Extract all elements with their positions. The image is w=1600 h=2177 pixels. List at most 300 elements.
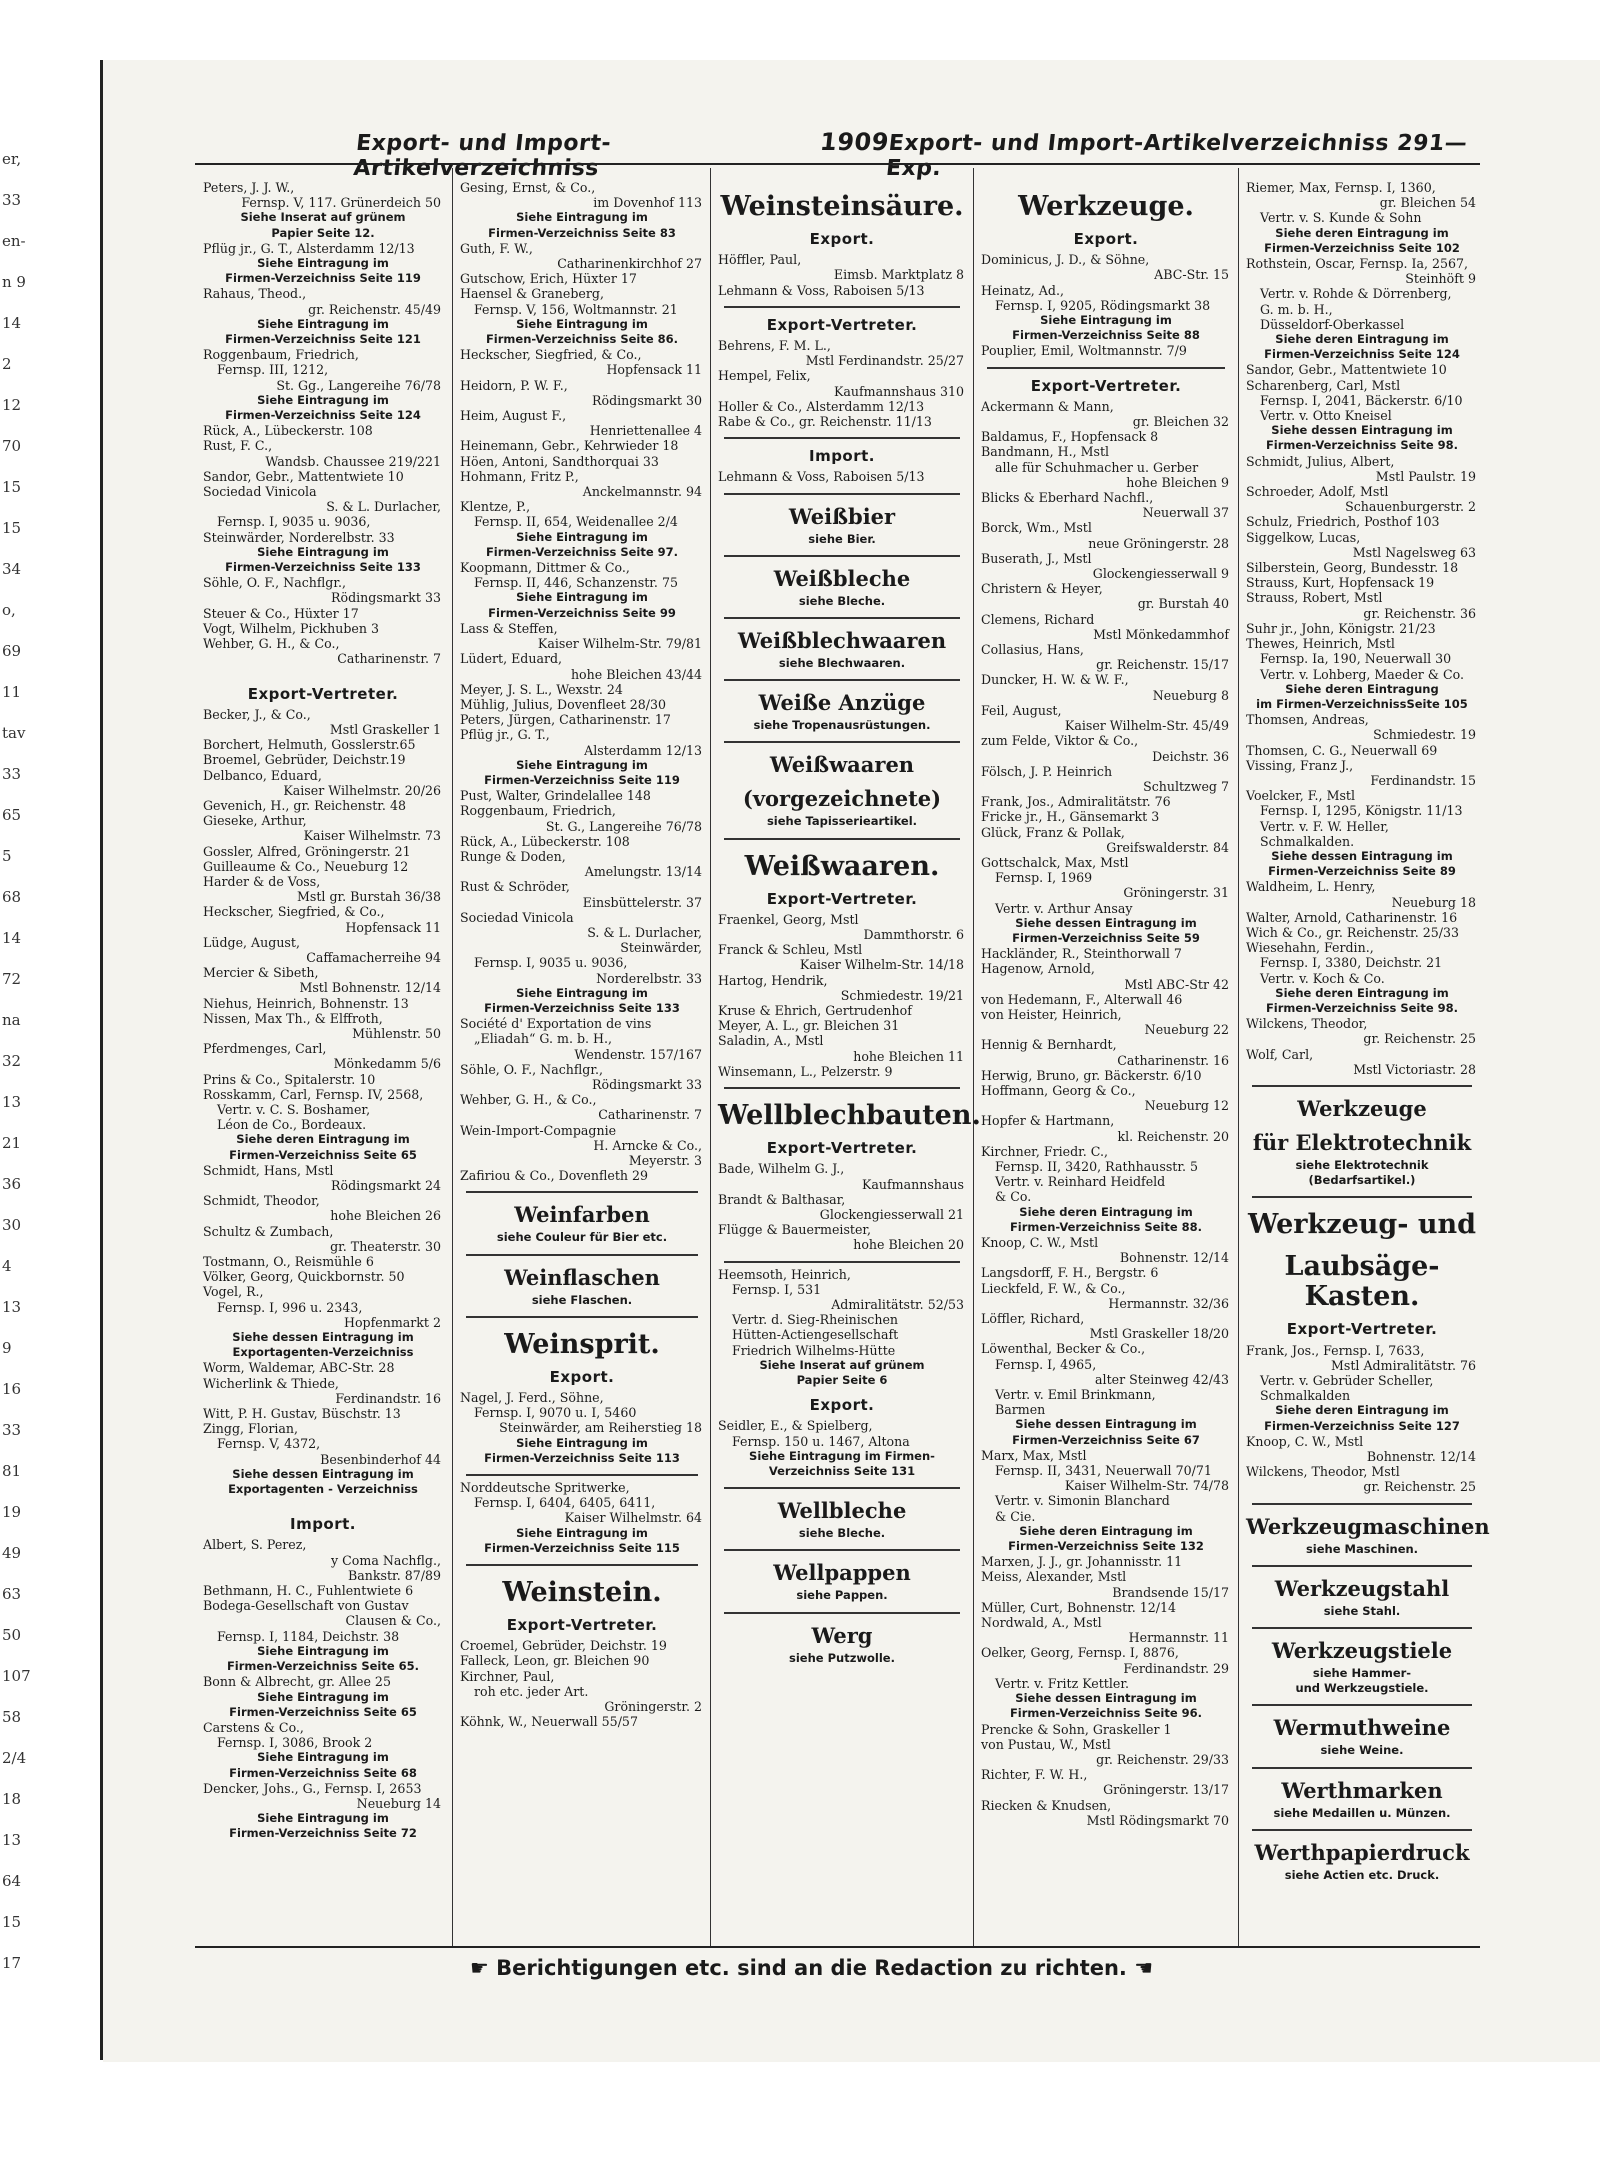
facing-page-fragment: 72 [2, 970, 22, 988]
entry-detail: Fernsp. I, 3086, Brook 2 [217, 1735, 373, 1751]
entry: Gossler, Alfred, Gröningerstr. 21 [203, 843, 411, 859]
entry-detail: Fernsp. I, 1969 [995, 870, 1093, 886]
section-heading: Export-Vertreter. [506, 1616, 658, 1635]
entry: Hartog, Hendrik, [718, 972, 828, 988]
entry-detail: & Co. [995, 1189, 1032, 1205]
entry-detail: Vertr. d. Sieg-Rheinischen [732, 1312, 899, 1328]
entry-note: Siehe dessen Eintragung im [232, 1466, 414, 1481]
entry: Peters, J. J. W., [203, 180, 295, 195]
facing-page-fragment: 13 [2, 1298, 22, 1316]
entry-note: Firmen-Verzeichniss Seite 89 [1268, 864, 1456, 879]
entry-address: gr. Reichenstr. 25 [1363, 1031, 1476, 1047]
article-heading: Weißblechwaaren [737, 628, 947, 654]
entry: Norddeutsche Spritwerke, [460, 1480, 630, 1496]
entry-address: Steinwärder, am Reiherstieg 18 [499, 1420, 702, 1436]
entry-detail: Vertr. v. F. W. Heller, [1260, 818, 1389, 834]
entry: Heinemann, Gebr., Kehrwieder 18 [460, 438, 679, 454]
entry-address: Kaiser Wilhelm-Str. 14/18 [799, 957, 964, 973]
facing-page-fragment: 13 [2, 1093, 22, 1111]
entry-detail: Vertr. v. Koch & Co. [1260, 970, 1385, 986]
entry: Feil, August, [981, 702, 1062, 718]
entry-note: Siehe deren Eintragung im [1275, 985, 1449, 1000]
entry-detail: Fernsp. I, 1184, Deichstr. 38 [217, 1628, 400, 1644]
entry-detail: Fernsp. I, 2041, Bäckerstr. 6/10 [1260, 392, 1463, 408]
entry-note: Firmen-Verzeichniss Seite 86. [485, 332, 679, 347]
entry: Wolf, Carl, [1246, 1046, 1314, 1062]
entry-note: Firmen-Verzeichniss Seite 98. [1265, 1000, 1459, 1015]
entry-address: Kaiser Wilhelm-Str. 45/49 [1064, 718, 1229, 734]
entry-note: Firmen-Verzeichniss Seite 102 [1264, 240, 1460, 255]
facing-page-fragment: 17 [2, 1954, 22, 1972]
facing-page-fragment: 36 [2, 1175, 22, 1193]
entry: Fricke jr., H., Gänsemarkt 3 [981, 809, 1160, 825]
entry-detail: Fernsp. Ia, 190, Neuerwall 30 [1260, 651, 1452, 667]
entry: Gevenich, H., gr. Reichenstr. 48 [203, 797, 406, 813]
entry: Ackermann & Mann, [981, 398, 1114, 414]
facing-page-fragment: 32 [2, 1052, 22, 1070]
section-rule [724, 1549, 960, 1551]
section-heading: Export-Vertreter. [766, 1139, 918, 1158]
entry: Wein-Import-Compagnie [460, 1122, 617, 1138]
entry: Gesing, Ernst, & Co., [460, 180, 596, 195]
section-rule [987, 367, 1225, 369]
running-header [352, 128, 1478, 181]
entry: Worm, Waldemar, ABC-Str. 28 [203, 1360, 395, 1376]
entry-detail: Fernsp. III, 1212, [217, 362, 329, 378]
entry: Walter, Arnold, Catharinenstr. 16 [1246, 909, 1458, 925]
cross-reference: siehe Tapisserieartikel. [766, 814, 918, 829]
section-rule [724, 1487, 960, 1489]
entry: Löwenthal, Becker & Co., [981, 1341, 1146, 1357]
entry: Mühlig, Julius, Dovenfleet 28/30 [460, 696, 667, 712]
entry-note: Firmen-Verzeichniss Seite 133 [225, 560, 421, 575]
entry-detail: Vertr. v. Otto Kneisel [1260, 408, 1392, 424]
entry: Zafiriou & Co., Dovenfleth 29 [460, 1168, 649, 1184]
entry-address: St. Gg., Langereihe 76/78 [276, 377, 441, 393]
entry-address: kl. Reichenstr. 20 [1117, 1128, 1229, 1144]
facing-page-fragment: 64 [2, 1872, 22, 1890]
entry-note: Siehe deren Eintragung im [236, 1132, 410, 1147]
entry: Haensel & Graneberg, [460, 286, 604, 302]
cross-reference: siehe Actien etc. Druck. [1284, 1867, 1440, 1882]
entry-address: hohe Bleichen 20 [853, 1237, 964, 1253]
section-rule [724, 437, 960, 439]
facing-page-fragment: tav [2, 724, 26, 742]
entry-address: Catharinenstr. 16 [1117, 1052, 1229, 1068]
entry-address: Ferdinandstr. 16 [335, 1390, 441, 1406]
entry-detail: Düsseldorf-Oberkassel [1260, 316, 1405, 332]
entry-note: Siehe Eintragung im [257, 1750, 389, 1765]
entry-note: Firmen-Verzeichniss Seite 115 [484, 1540, 680, 1555]
entry-address: Kaiser Wilhelmstr. 73 [303, 828, 441, 844]
facing-page-fragment: 33 [2, 191, 22, 209]
entry-note: Siehe Eintragung im [516, 985, 648, 1000]
entry: Rahaus, Theod., [203, 286, 307, 302]
facing-page-fragment: 65 [2, 806, 22, 824]
entry-detail: Fernsp. I, 9205, Rödingsmarkt 38 [995, 297, 1211, 313]
entry: Prins & Co., Spitalerstr. 10 [203, 1071, 376, 1087]
header-rule [195, 163, 1480, 165]
section-heading: Import. [289, 1515, 357, 1534]
entry-note: Exportagenten-Verzeichniss [232, 1345, 414, 1360]
entry-address: Mstl Victoriastr. 28 [1353, 1061, 1476, 1077]
entry: Hoffmann, Georg & Co., [981, 1082, 1136, 1098]
entry: Hackländer, R., Steinthorwall 7 [981, 946, 1182, 962]
entry-detail: Fernsp. 150 u. 1467, Altona [732, 1433, 910, 1449]
entry-address: Wendenstr. 157/167 [574, 1046, 702, 1062]
entry: Schultz & Zumbach, [203, 1223, 334, 1239]
entry-address: St. G., Langereihe 76/78 [545, 818, 702, 834]
facing-page-fragment: 13 [2, 1831, 22, 1849]
entry-note: Firmen-Verzeichniss Seite 97. [485, 544, 679, 559]
entry: Meyer, A. L., gr. Bleichen 31 [718, 1018, 900, 1034]
article-heading: Weißwaaren [769, 752, 915, 778]
spacer [203, 1497, 443, 1507]
entry: Broemel, Gebrüder, Deichstr.19 [203, 752, 406, 768]
entry-note: Siehe dessen Eintragung im [1271, 423, 1453, 438]
article-heading: Wellpappen [773, 1560, 911, 1586]
entry: Waldheim, L. Henry, [1246, 879, 1376, 895]
entry: Thomsen, C. G., Neuerwall 69 [1246, 742, 1438, 758]
column-5 [1246, 180, 1490, 1883]
entry: Suhr jr., John, Königstr. 21/23 [1246, 620, 1436, 636]
entry-note: Siehe Eintragung im [257, 1643, 389, 1658]
entry: Prencke & Sohn, Graskeller 1 [981, 1721, 1172, 1737]
entry: Vissing, Franz J., [1246, 757, 1354, 773]
entry-detail: Friedrich Wilhelms-Hütte [732, 1342, 896, 1358]
entry: Knoop, C. W., Mstl [981, 1235, 1099, 1250]
entry-address: Bankstr. 87/89 [348, 1567, 441, 1583]
entry-note: Exportagenten - Verzeichniss [228, 1482, 418, 1497]
entry: Winsemann, L., Pelzerstr. 9 [718, 1063, 893, 1079]
entry: Peters, Jürgen, Catharinenstr. 17 [460, 712, 671, 728]
entry-address: Deichstr. 36 [1152, 748, 1229, 764]
entry: Bodega-Gesellschaft von Gustav [203, 1598, 409, 1614]
entry-detail: Fernsp. II, 654, Weidenallee 2/4 [474, 514, 678, 530]
entry-address: Mstl Mönkedammhof [1093, 626, 1229, 642]
entry-note: Firmen-Verzeichniss Seite 59 [1012, 930, 1200, 945]
entry-address: Glockengiesserwall 21 [819, 1206, 964, 1222]
entry-address: Besenbinderhof 44 [320, 1451, 441, 1467]
entry-detail: Fernsp. I, 531 [732, 1281, 822, 1297]
entry: Dencker, Johs., G., Fernsp. I, 2653 [203, 1780, 422, 1796]
entry: Pflüg jr., G. T., [460, 727, 550, 743]
article-heading: Werkzeug- und [1248, 1209, 1476, 1241]
facing-page-fragment: 34 [2, 560, 22, 578]
entry: Rabe & Co., gr. Reichenstr. 11/13 [718, 414, 932, 430]
column-divider [973, 168, 974, 1948]
entry-note: Firmen-Verzeichniss Seite 72 [229, 1826, 417, 1841]
entry-detail: Vertr. v. Simonin Blanchard [995, 1493, 1170, 1509]
entry-address: Clausen & Co., [345, 1613, 441, 1629]
facing-page-fragment: 58 [2, 1708, 22, 1726]
entry: Rust, F. C., [203, 438, 273, 454]
article-heading: für Elektrotechnik [1252, 1129, 1472, 1155]
entry: Schmidt, Julius, Albert, [1246, 453, 1395, 469]
entry-detail: Vertr. v. Gebrüder Scheller, [1260, 1373, 1434, 1388]
facing-page-fragment: 69 [2, 642, 22, 660]
cross-reference: siehe Putzwolle. [789, 1650, 895, 1665]
entry: Löffler, Richard, [981, 1311, 1085, 1327]
entry-detail: G. m. b. H., [1260, 301, 1333, 317]
facing-page-fragment: 70 [2, 437, 22, 455]
column-2 [460, 180, 704, 1729]
entry: Siggelkow, Lucas, [1246, 529, 1361, 545]
cross-reference: siehe Maschinen. [1305, 1541, 1419, 1556]
entry-detail: Schmalkalden. [1260, 833, 1355, 849]
section-heading: Export. [809, 1396, 875, 1415]
entry-note: Siehe Eintragung im [257, 392, 389, 407]
footer-rule [195, 1946, 1480, 1948]
entry: Koopmann, Dittmer & Co., [460, 560, 630, 576]
entry: Nagel, J. Ferd., Söhne, [460, 1390, 604, 1406]
entry-detail: Vertr. v. S. Kunde & Sohn [1260, 210, 1422, 226]
entry-note: Firmen-Verzeichniss Seite 124 [1264, 347, 1460, 362]
column-divider [710, 168, 711, 1948]
entry: Borck, Wm., Mstl [981, 520, 1092, 536]
entry: Meyer, J. S. L., Wexstr. 24 [460, 681, 623, 697]
cross-reference: siehe Elektrotechnik [1295, 1157, 1429, 1172]
facing-page-fragment: 33 [2, 765, 22, 783]
entry: Söhle, O. F., Nachflgr., [460, 1061, 603, 1077]
entry: von Hedemann, F., Alterwall 46 [981, 991, 1183, 1007]
entry: Witt, P. H. Gustav, Büschstr. 13 [203, 1406, 401, 1422]
spacer [203, 667, 443, 677]
entry-address: Mstl Paulstr. 19 [1375, 468, 1476, 484]
entry: Mercier & Sibeth, [203, 965, 319, 981]
entry-address: y Coma Nachflg., [331, 1552, 441, 1568]
entry-address: gr. Reichenstr. 36 [1363, 605, 1476, 621]
facing-page-fragment: 15 [2, 1913, 22, 1931]
entry-detail: Léon de Co., Bordeaux. [217, 1117, 367, 1133]
entry: Kruse & Ehrich, Gertrudenhof [718, 1003, 912, 1019]
facing-page-fragment: 33 [2, 1421, 22, 1439]
entry-note: Siehe deren Eintragung im [1275, 225, 1449, 240]
article-heading: Wellbleche [777, 1498, 907, 1524]
article-heading: Laubsäge-Kasten. [1284, 1251, 1440, 1313]
entry-detail: „Eliadah“ G. m. b. H., [474, 1031, 613, 1047]
entry-detail: Fernsp. I, 4965, [995, 1356, 1097, 1372]
entry-note: Firmen-Verzeichniss Seite 88 [1012, 328, 1200, 343]
entry-detail: Fernsp. II, 446, Schanzenstr. 75 [474, 575, 678, 591]
left-page-edge [0, 60, 103, 2060]
facing-page-fragment: 2 [2, 355, 12, 373]
entry-address: Hopfensack 11 [345, 919, 441, 935]
entry-address: hohe Bleichen 9 [1126, 474, 1229, 490]
entry-note: Siehe Eintragung im [516, 529, 648, 544]
entry: Steuer & Co., Hüxter 17 [203, 605, 359, 621]
entry-detail: & Cie. [995, 1508, 1036, 1524]
entry-note: Firmen-Verzeichniss Seite 119 [484, 772, 680, 787]
article-heading: (vorgezeichnete) [742, 786, 942, 812]
entry: Flügge & Bauermeister, [718, 1222, 872, 1238]
facing-page-fragment: er, [2, 150, 22, 168]
entry: Runge & Doden, [460, 848, 566, 864]
entry: Riemer, Max, Fernsp. I, 1360, [1246, 180, 1436, 195]
entry-note: Firmen-Verzeichniss Seite 68 [229, 1765, 417, 1780]
entry: Baldamus, F., Hopfensack 8 [981, 429, 1159, 445]
section-rule [724, 1612, 960, 1614]
entry: Wehber, G. H., & Co., [460, 1092, 597, 1108]
entry: Wilckens, Theodor, [1246, 1016, 1368, 1032]
entry-address: Steinhöft 9 [1405, 271, 1476, 287]
entry-note: Firmen-Verzeichniss Seite 132 [1008, 1539, 1204, 1554]
entry: Wiesehahn, Ferdin., [1246, 940, 1374, 956]
section-heading: Export-Vertreter. [766, 315, 918, 334]
entry: Scharenberg, Carl, Mstl [1246, 377, 1401, 393]
header-year: 1909 [818, 128, 891, 156]
entry: Klentze, P., [460, 499, 531, 515]
entry-address: Dammthorstr. 6 [863, 927, 964, 943]
entry: Schroeder, Adolf, Mstl [1246, 484, 1389, 500]
entry: Heinatz, Ad., [981, 282, 1064, 298]
entry-note: Siehe Eintragung im [516, 316, 648, 331]
entry: Vogt, Wilhelm, Pickhuben 3 [203, 620, 380, 636]
entry: Nissen, Max Th., & Elffroth, [203, 1010, 383, 1026]
article-heading: Werkzeugstiele [1271, 1638, 1453, 1664]
entry-detail: Vertr. v. C. S. Boshamer, [217, 1101, 371, 1117]
section-rule [1252, 1503, 1472, 1505]
facing-page-fragment: 107 [2, 1667, 31, 1685]
entry-address: Gröningerstr. 13/17 [1103, 1782, 1229, 1798]
entry: Zingg, Florian, [203, 1421, 299, 1437]
section-rule [1252, 1829, 1472, 1831]
entry: Rosskamm, Carl, Fernsp. IV, 2568, [203, 1086, 424, 1102]
entry: Sociedad Vinicola [460, 909, 574, 925]
entry-address: Rödingsmarkt 33 [331, 590, 441, 606]
entry-address: Alsterdamm 12/13 [584, 742, 702, 758]
entry: Fraenkel, Georg, Mstl [718, 911, 859, 927]
entry-note: Siehe Eintragung im [257, 316, 389, 331]
entry: Marx, Max, Mstl [981, 1447, 1087, 1463]
entry-address: Caffamacherreihe 94 [306, 949, 441, 965]
article-heading: Wellblechbauten. [718, 1100, 981, 1132]
article-heading: Weißbleche [773, 565, 911, 591]
entry: Duncker, H. W. & W. F., [981, 672, 1129, 688]
entry: Guilleaume & Co., Neueburg 12 [203, 858, 409, 874]
entry-address: Neueburg 12 [1144, 1098, 1229, 1114]
cross-reference: siehe Tropenausrüstungen. [753, 718, 931, 733]
cross-reference: siehe Medaillen u. Münzen. [1273, 1805, 1451, 1820]
entry: zum Felde, Viktor & Co., [981, 733, 1139, 749]
section-rule [1252, 1627, 1472, 1629]
entry-address: Gröningerstr. 31 [1123, 885, 1229, 901]
entry: Frank, Jos., Fernsp. I, 7633, [1246, 1342, 1425, 1358]
entry-address: Bohnenstr. 12/14 [1366, 1449, 1476, 1465]
cross-reference: (Bedarfsartikel.) [1308, 1173, 1416, 1188]
article-heading: Weiße Anzüge [758, 690, 926, 716]
entry-address: Mstl gr. Burstah 36/38 [297, 889, 441, 905]
entry-address: Steinwärder, [620, 940, 702, 956]
facing-page-fragment: 30 [2, 1216, 22, 1234]
entry: Völker, Georg, Quickbornstr. 50 [203, 1269, 405, 1285]
entry: Lieckfeld, F. W., & Co., [981, 1280, 1126, 1296]
entry: Hohmann, Fritz P., [460, 468, 579, 484]
entry: Société d' Exportation de vins [460, 1016, 652, 1032]
entry: Fölsch, J. P. Heinrich [981, 763, 1113, 779]
entry-address: Admiralitätstr. 52/53 [831, 1296, 964, 1312]
entry: Höen, Antoni, Sandthorquai 33 [460, 453, 659, 469]
column-4 [981, 180, 1231, 1828]
section-rule [1252, 1565, 1472, 1567]
entry: Bethmann, H. C., Fuhlentwiete 6 [203, 1583, 414, 1599]
entry: Harder & de Voss, [203, 873, 321, 889]
entry-note: Siehe Eintragung im [257, 544, 389, 559]
facing-page-fragment: 11 [2, 683, 22, 701]
article-heading: Werkzeuge [1297, 1095, 1427, 1121]
entry-address: Rödingsmarkt 33 [592, 1076, 702, 1092]
entry: Sandor, Gebr., Mattentwiete 10 [1246, 362, 1447, 378]
entry-detail: Vertr. v. Lohberg, Maeder & Co. [1260, 666, 1465, 682]
entry: Croemel, Gebrüder, Deichstr. 19 [460, 1638, 667, 1654]
entry: Heidorn, P. W. F., [460, 377, 568, 393]
entry-note: Siehe dessen Eintragung im [1015, 915, 1197, 930]
entry: Lehmann & Voss, Raboisen 5/13 [718, 282, 925, 298]
entry: Hennig & Bernhardt, [981, 1037, 1117, 1053]
entry-detail: Fernsp. II, 3431, Neuerwall 70/71 [995, 1463, 1212, 1479]
entry: Hagenow, Arnold, [981, 961, 1095, 977]
entry: Strauss, Robert, Mstl [1246, 590, 1383, 606]
entry: Lüdge, August, [203, 934, 300, 950]
section-heading: Export-Vertreter. [1030, 376, 1182, 395]
section-rule [1252, 1704, 1472, 1706]
entry: Thomsen, Andreas, [1246, 712, 1369, 728]
entry: Pust, Walter, Grindelallee 148 [460, 788, 651, 804]
cross-reference: siehe Bier. [808, 531, 876, 546]
entry-note: Firmen-Verzeichniss Seite 96. [1009, 1706, 1203, 1721]
cross-reference: siehe Weine. [1320, 1743, 1404, 1758]
entry-address: gr. Reichenstr. 45/49 [308, 301, 441, 317]
entry-note: Verzeichniss Seite 131 [768, 1463, 916, 1478]
entry-address: Rödingsmarkt 30 [592, 392, 702, 408]
entry-detail: Vertr. v. Arthur Ansay [995, 900, 1133, 916]
facing-page-fragment: 14 [2, 929, 22, 947]
entry-address: Kaiser Wilhelmstr. 20/26 [283, 782, 441, 798]
entry-detail: Fernsp. II, 3420, Rathhausstr. 5 [995, 1158, 1198, 1174]
section-rule [724, 679, 960, 681]
entry: Schmidt, Hans, Mstl [203, 1162, 334, 1178]
entry: Becker, J., & Co., [203, 706, 311, 722]
entry-note: Siehe Eintragung im [516, 590, 648, 605]
section-heading: Import. [808, 447, 876, 466]
entry: Carstens & Co., [203, 1719, 304, 1735]
entry-address: Schmiedestr. 19 [1373, 727, 1476, 743]
entry-address: gr. Bleichen 32 [1132, 414, 1229, 430]
entry: Riecken & Knudsen, [981, 1797, 1112, 1813]
entry: Marxen, J. J., gr. Johannisstr. 11 [981, 1554, 1183, 1570]
entry-note: Firmen-Verzeichniss Seite 83 [488, 225, 676, 240]
entry-note: Siehe Eintragung im [257, 1689, 389, 1704]
entry: Oelker, Georg, Fernsp. I, 8876, [981, 1645, 1179, 1661]
article-heading: Werkzeugmaschinen [1246, 1513, 1490, 1539]
entry: Behrens, F. M. L., [718, 338, 831, 354]
entry-note: Siehe Eintragung im [1040, 313, 1172, 328]
entry: Nordwald, A., Mstl [981, 1615, 1102, 1631]
entry-detail: Fernsp. V, 156, Woltmannstr. 21 [474, 301, 678, 317]
entry-address: Kaiser Wilhelm-Str. 79/81 [537, 636, 702, 652]
entry: Bade, Wilhelm G. J., [718, 1161, 845, 1177]
entry-address: hohe Bleichen 11 [853, 1048, 964, 1064]
facing-page-fragment: 2/4 [2, 1749, 27, 1767]
header-right: Export- und Import-Artikelverzeichniss 291—Exp. [884, 131, 1469, 181]
entry-address: Neueburg 8 [1152, 687, 1229, 703]
entry-detail: Vertr. v. Rohde & Dörrenberg, [1260, 286, 1452, 302]
facing-page-fragment: 21 [2, 1134, 22, 1152]
entry-address: Kaiser Wilhelmstr. 64 [564, 1510, 702, 1526]
entry-note: Siehe Eintragung im [516, 757, 648, 772]
entry: Blicks & Eberhard Nachfl., [981, 490, 1154, 506]
entry-address: S. & L. Durlacher, [326, 499, 441, 515]
